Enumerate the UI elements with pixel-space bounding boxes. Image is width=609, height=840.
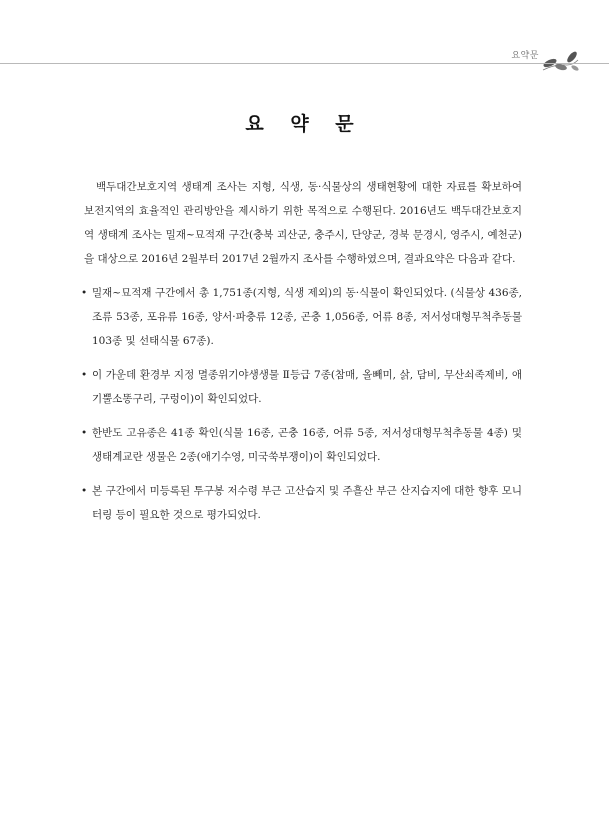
intro-paragraph: 백두대간보호지역 생태계 조사는 지형, 식생, 동·식물상의 생태현황에 대한 자료를 확보하여 보전지역의 효율적인 관리방안을 제시하기 위한 목적으로 수행된다. 2016년도 백두대간보호지역 생태계 조사는 밀재~묘적재 구간(충북 괴산군, 충주시, 단양군, 경북 문경시, 영주시, 예천군)을 대상으로 2016년 2월부터 2017년 2월까지 조사를 수행하였으며, 결과요약은 다음과 같다.: [84, 181, 522, 265]
list-item: [81, 363, 522, 411]
bullet-icon: •: [81, 427, 88, 439]
bullet-icon: •: [81, 369, 88, 381]
running-header-title: 요약문: [511, 51, 539, 61]
bullet-text: 밀재~묘적재 구간에서 총 1,751종(지형, 식생 제외)의 동·식물이 확인되었다. (식물상 436종, 조류 53종, 포유류 16종, 양서·파충류 12종, 곤충 1,056종, 어류 8종, 저서성대형무척추동물 103종 및 선태식물 67종).: [92, 287, 522, 347]
summary-body: [81, 175, 522, 537]
leaf-ornament-icon: [541, 48, 581, 74]
list-item: [81, 421, 522, 469]
list-item: [81, 479, 522, 527]
summary-bullet-list: [81, 281, 522, 527]
bullet-icon: •: [81, 485, 88, 497]
bullet-text: 본 구간에서 미등록된 투구봉 저수령 부근 고산습지 및 주흘산 부근 산지습지에 대한 향후 모니터링 등이 필요한 것으로 평가되었다.: [92, 485, 522, 521]
bullet-icon: •: [81, 287, 88, 299]
bullet-text: 한반도 고유종은 41종 확인(식물 16종, 곤충 16종, 어류 5종, 저서성대형무척추동물 4종) 및 생태계교란 생물은 2종(애기수영, 미국쑥부쟁이)이 확인되었다.: [92, 427, 522, 463]
list-item: [81, 281, 522, 353]
bullet-text: 이 가운데 환경부 지정 멸종위기야생생물 Ⅱ등급 7종(참매, 올빼미, 삵, 담비, 무산쇠족제비, 애기뿔소똥구리, 구렁이)이 확인되었다.: [92, 369, 522, 405]
header-divider: [0, 63, 609, 64]
page-title: 요 약 문: [245, 112, 364, 135]
